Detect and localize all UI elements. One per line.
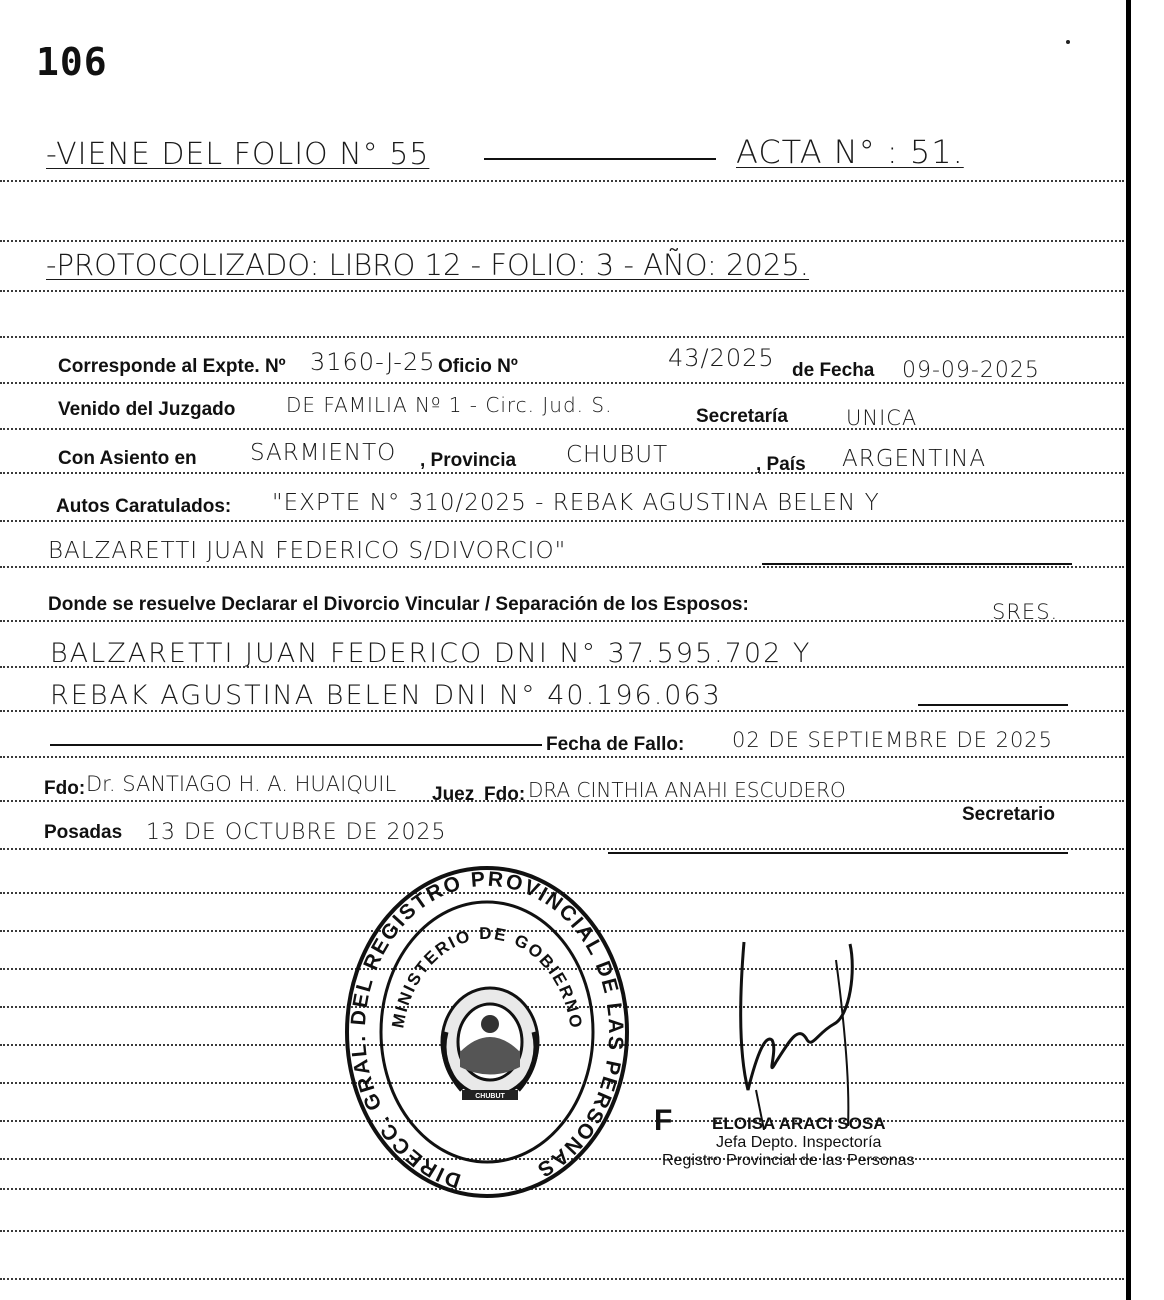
ruled-dotted-line — [0, 336, 1124, 338]
page-number: 106 — [36, 40, 108, 84]
asiento-label: Con Asiento en — [58, 448, 197, 469]
juez-label: Juez — [432, 784, 475, 805]
filler-rule — [762, 563, 1072, 565]
oficio-label: Oficio Nº — [438, 356, 518, 377]
fecha-value: 09-09-2025 — [902, 358, 1040, 383]
ruled-dotted-line — [0, 756, 1124, 758]
pais-value: ARGENTINA — [842, 446, 987, 472]
ruled-dotted-line — [0, 848, 1124, 850]
filler-rule — [484, 158, 716, 160]
provincia-label: , Provincia — [420, 450, 517, 471]
ruled-dotted-line — [0, 620, 1124, 622]
posadas-value: 13 DE OCTUBRE DE 2025 — [146, 820, 447, 845]
ruled-dotted-line — [0, 240, 1124, 242]
resuelve-value: SRES. — [992, 600, 1059, 624]
emblem-label: CHUBUT — [475, 1093, 505, 1100]
posadas-label: Posadas — [44, 822, 123, 843]
ruled-dotted-line — [0, 180, 1124, 182]
asiento-value: SARMIENTO — [250, 440, 397, 466]
ink-speck — [1066, 40, 1070, 44]
resuelve-label: Donde se resuelve Declarar el Divorcio Vincular / Separación de los Esposos: — [48, 594, 749, 615]
expte-value: 3160-J-25 — [310, 348, 436, 376]
fdo-label: Fdo: — [44, 778, 86, 799]
ruled-dotted-line — [0, 520, 1124, 522]
esposo-line: BALZARETTI JUAN FEDERICO DNI N° 37.595.702 Y — [50, 638, 812, 669]
signatory-office: Registro Provincial de las Personas — [662, 1152, 915, 1169]
handwritten-signature — [640, 930, 880, 1130]
fdo2-label: Fdo: — [484, 784, 526, 805]
signatory-name: ELOISA ARACI SOSA — [712, 1114, 886, 1133]
protocolizado: -PROTOCOLIZADO: LIBRO 12 - FOLIO: 3 - AÑO: 2025. — [46, 248, 810, 282]
ruled-dotted-line — [0, 472, 1124, 474]
ruled-dotted-line — [0, 290, 1124, 292]
stamp-initial-mark: F — [654, 1104, 673, 1137]
filler-rule — [608, 852, 1068, 854]
oficio-value: 43/2025 — [668, 344, 775, 372]
secretario-label: Secretario — [962, 804, 1055, 825]
expte-label: Corresponde al Expte. Nº — [58, 356, 286, 377]
secretario-name: DRA CINTHIA ANAHI ESCUDERO — [528, 778, 846, 802]
juzgado-label: Venido del Juzgado — [58, 399, 236, 420]
coat-of-arms-icon — [442, 988, 538, 1100]
filler-rule — [50, 744, 542, 746]
signatory-title: Jefa Depto. Inspectoría — [716, 1134, 882, 1151]
esposa-line: REBAK AGUSTINA BELEN DNI N° 40.196.063 — [50, 680, 722, 711]
juzgado-value: DE FAMILIA Nº 1 - Circ. Jud. S. — [286, 393, 613, 417]
pais-label: , País — [756, 454, 806, 475]
provincia-value: CHUBUT — [566, 442, 669, 468]
viene-del-folio: -VIENE DEL FOLIO N° 55 — [46, 137, 430, 172]
stamp-inner-text: MINISTERIO DE GOBIERNO — [388, 923, 586, 1032]
ruled-dotted-line — [0, 566, 1124, 568]
autos-label: Autos Caratulados: — [56, 496, 232, 517]
ruled-dotted-line — [0, 428, 1124, 430]
autos-value-line1: "EXPTE N° 310/2025 - REBAK AGUSTINA BELEN Y — [272, 490, 880, 516]
autos-value-line2: BALZARETTI JUAN FEDERICO S/DIVORCIO" — [48, 538, 567, 564]
fecha-fallo-label: Fecha de Fallo: — [546, 734, 685, 755]
secretaria-label: Secretaría — [696, 406, 788, 427]
stamp-outer-text: DIRECC. GRAL. DEL REGISTRO PROVINCIAL DE LAS PERSONAS — [347, 867, 628, 1193]
fecha-fallo-value: 02 DE SEPTIEMBRE DE 2025 — [732, 728, 1054, 752]
ruled-dotted-line — [0, 1230, 1124, 1232]
official-stamp — [342, 862, 632, 1202]
juez-name: Dr. SANTIAGO H. A. HUAIQUIL — [86, 772, 397, 796]
ruled-dotted-line — [0, 1278, 1124, 1280]
fecha-label: de Fecha — [792, 360, 875, 381]
page-edge — [1126, 0, 1131, 1300]
filler-rule — [918, 704, 1068, 706]
acta-number: ACTA N° : 51. — [736, 133, 964, 171]
secretaria-value: UNICA — [846, 406, 918, 430]
